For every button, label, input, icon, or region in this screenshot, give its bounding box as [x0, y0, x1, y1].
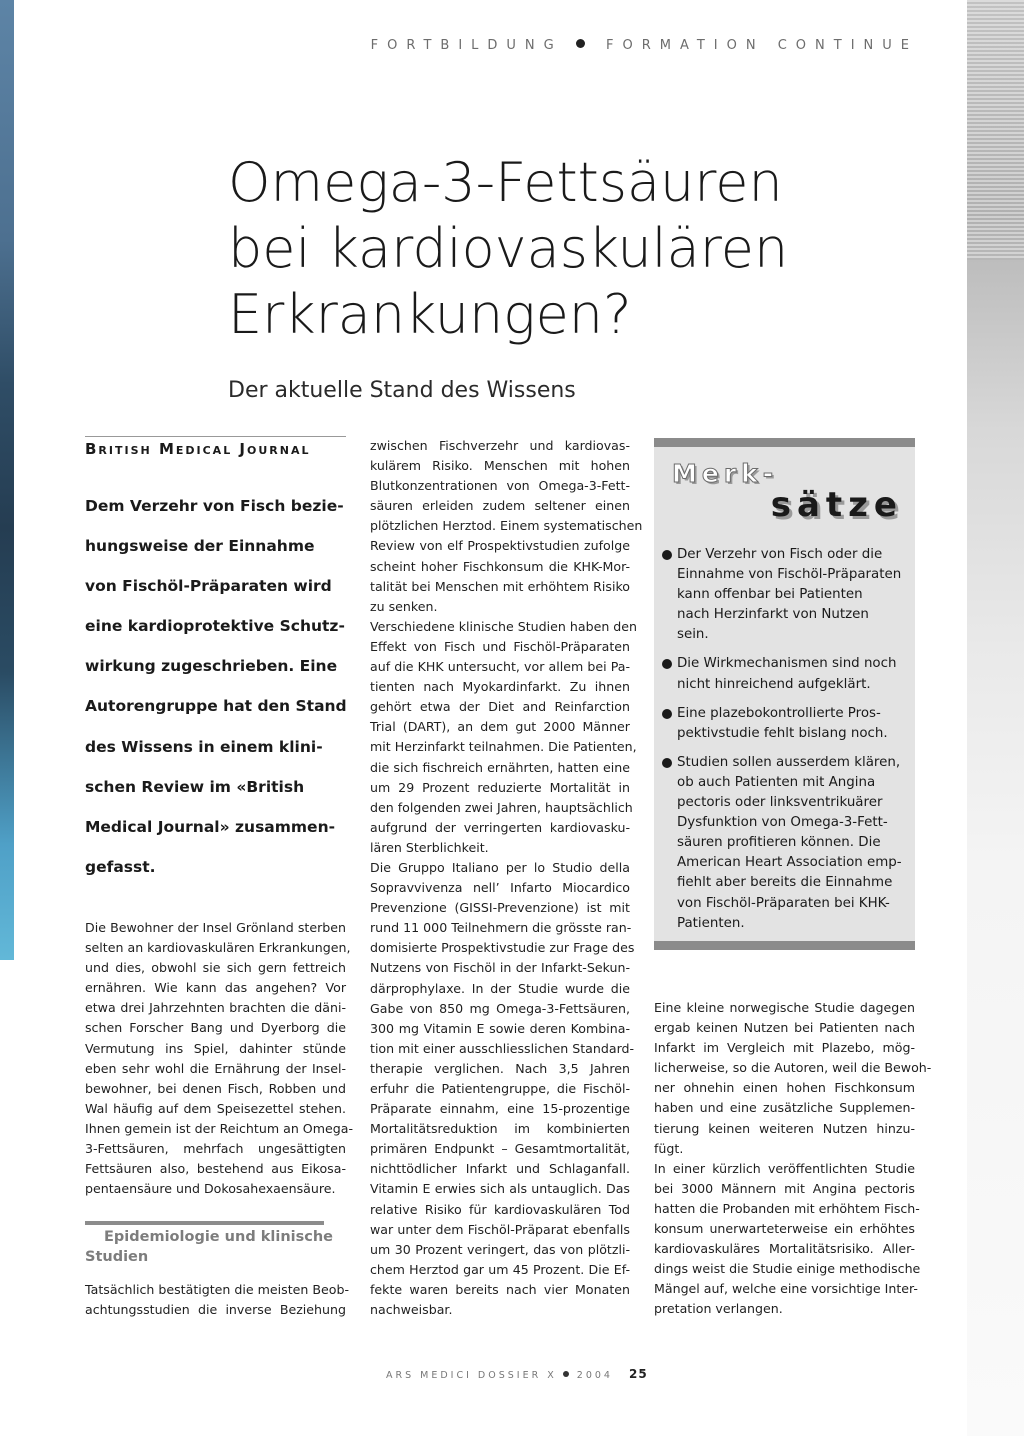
section-heading [85, 1227, 346, 1267]
title-line: bei kardiovaskulären [228, 217, 789, 280]
lead-line: von Fischöl-Präparaten wird [85, 577, 332, 596]
lead-line: Dem Verzehr von Fisch bezie- [85, 497, 344, 515]
text-line: gehört etwa der Diet and Reinfarction [370, 699, 630, 715]
key-point-item [662, 753, 912, 934]
box-title-top: Merk- [672, 459, 779, 488]
key-point-line: Eine plazebokontrollierte Pros- [677, 705, 881, 721]
key-point-line: Dysfunktion von Omega-3-Fett- [677, 815, 888, 831]
key-point-line: nicht hinreichend aufgeklärt. [677, 676, 871, 692]
kicker-left: FORTBILDUNG [370, 38, 563, 53]
source-text: British Medical Journal [85, 440, 311, 458]
key-point-item [662, 704, 912, 744]
key-point-line: säuren profitieren können. Die [677, 835, 881, 851]
text-line: pentaensäure und Dokosahexaensäure. [85, 1181, 336, 1197]
decorative-left-strip [0, 0, 14, 960]
bullet-dot-icon [662, 709, 672, 719]
text-line: tierung keinen weiteren Nutzen hinzu- [654, 1120, 915, 1136]
key-point-item [662, 545, 912, 645]
body-column-3 [654, 998, 932, 1320]
text-line: Mortalitätsreduktion im kombinierten [370, 1121, 630, 1137]
text-line: Infarkt im Vergleich mit Plazebo, mög- [654, 1040, 915, 1056]
text-line: nichttödlicher Infarkt und Schlaganfall. [370, 1161, 630, 1177]
text-line: kardiovaskuläres Mortalitätsrisiko. Aller- [654, 1241, 915, 1257]
section-divider [85, 1221, 324, 1225]
key-point-line: ob auch Patienten mit Angina [677, 774, 876, 790]
text-line: selten an kardiovaskulären Erkrankungen, [85, 940, 351, 956]
text-line: Wal häufig auf dem Speisezettel stehen. [85, 1100, 346, 1116]
key-point-line: kann offenbar bei Patienten [677, 587, 863, 603]
text-line: war unter dem Fischöl-Präparat ebenfalls [370, 1221, 630, 1237]
source-label [85, 440, 311, 458]
text-line: Eine kleine norwegische Studie dagegen [654, 1000, 915, 1015]
text-line: tion mit einer ausschliesslichen Standard- [370, 1040, 635, 1056]
text-line: chem Herztod gar um 45 Prozent. Die Ef- [370, 1261, 630, 1277]
text-line: ergab keinen Nutzen bei Patienten nach [654, 1020, 915, 1036]
section-heading-line: Studien [85, 1249, 149, 1265]
lead-line: schen Review im «British [85, 777, 305, 796]
text-line: schen Forscher Bang und Dyerborg die [85, 1020, 346, 1036]
bullet-dot-icon [662, 550, 672, 560]
text-line: Trial (DART), an dem gut 2000 Männer [370, 719, 630, 735]
key-point-line: pektivstudie fehlt bislang noch. [677, 725, 888, 741]
key-points-list [662, 545, 912, 943]
merksaetze-box [654, 438, 915, 950]
text-line: kulärem Risiko. Menschen mit hohen [370, 458, 630, 474]
text-line: Vitamin E erwies sich als untauglich. Das [370, 1181, 630, 1197]
key-point-line: von Fischöl-Präparaten bei KHK- [677, 895, 890, 911]
text-line: Präparate einnahm, eine 15-prozentige [370, 1101, 630, 1117]
bullet-dot-icon [662, 659, 672, 669]
lead-line: eine kardioprotektive Schutz- [85, 617, 345, 636]
key-point-line: nach Herzinfarkt von Nutzen [677, 607, 869, 623]
key-point-line: pectoris oder linksventrikuärer [677, 795, 883, 811]
text-line: Die Gruppo Italiano per lo Studio della [370, 859, 630, 875]
text-line: konsum unerwarteterweise ein erhöhtes [654, 1221, 915, 1237]
text-line: erfuhr die Patientengruppe, die Fischöl- [370, 1081, 630, 1096]
page-footer [386, 1367, 648, 1381]
text-line: Mängel auf, welche eine vorsichtige Inter- [654, 1281, 918, 1297]
text-line: eben sehr wohl die Ernährung der Insel- [85, 1060, 346, 1076]
title-line: Omega-3-Fettsäuren [228, 151, 783, 214]
key-point-line: Patienten. [677, 915, 745, 931]
lead-line: Medical Journal» zusammen- [85, 817, 336, 836]
text-line: pretation verlangen. [654, 1301, 783, 1317]
text-line: Nutzens von Fischöl in der Infarkt-Sekun- [370, 960, 630, 976]
text-line: auf die KHK untersucht, vor allem bei Pa- [370, 659, 630, 675]
text-line: scheint hoher Fischkonsum die KHK-Mor- [370, 558, 630, 574]
text-line: therapie verglichen. Nach 3,5 Jahren [370, 1060, 630, 1076]
lead-line: hungsweise der Einnahme [85, 537, 315, 556]
lead-paragraph [85, 486, 355, 887]
key-point-line: Der Verzehr von Fisch oder die [677, 547, 883, 562]
text-line: achtungsstudien die inverse Beziehung [85, 1302, 346, 1318]
lead-line: Autorengruppe hat den Stand [85, 697, 347, 716]
section-kicker [371, 38, 918, 53]
bullet-dot-icon [563, 1371, 569, 1377]
kicker-right: FORMATION CONTINUE [606, 38, 918, 53]
article-subtitle: Der aktuelle Stand des Wissens [228, 378, 576, 403]
text-line: Blutkonzentrationen von Omega-3-Fett- [370, 478, 630, 494]
text-line: bei 3000 Männern mit Angina pectoris [654, 1180, 915, 1196]
bullet-dot-icon [662, 758, 672, 768]
text-line: hatten die Probanden mit erhöhtem Fisch- [654, 1200, 920, 1216]
decorative-right-strip [967, 0, 1024, 1436]
text-line: dings weist die Studie einige methodische [654, 1261, 921, 1277]
body-column-1 [85, 918, 353, 1199]
text-line: die sich fischreich ernährten, hatten eine [370, 759, 630, 775]
key-point-line: Die Wirkmechanismen sind noch [677, 656, 897, 672]
text-line: säuren erleiden zudem seltener einen [370, 498, 630, 514]
text-line: Effekt von Fisch und Fischöl-Präparaten [370, 638, 630, 654]
lead-line: des Wissens in einem klini- [85, 737, 323, 756]
text-line: und dies, obwohl sie sich gern fettreich [85, 960, 346, 976]
text-line: 300 mg Vitamin E sowie deren Kombina- [370, 1020, 630, 1036]
text-line: ner ohnehin einen hohen Fischkonsum [654, 1080, 915, 1096]
text-line: Vermutung ins Spiel, dahinter stünde [85, 1040, 346, 1056]
text-line: Prevenzione (GISSI-Prevenzione) ist mit [370, 900, 630, 916]
text-line: Fettsäuren also, bestehend aus Eikosa- [85, 1161, 346, 1177]
text-line: talität bei Menschen mit erhöhtem Risiko [370, 578, 630, 594]
key-point-line: Studien sollen ausserdem klären, [677, 754, 901, 770]
text-line: den folgenden zwei Jahren, hauptsächlich [370, 799, 633, 815]
footer-year: 2004 [576, 1370, 613, 1381]
text-line: Sopravvivenza nell’ Infarto Miocardico [370, 880, 630, 896]
text-line: Die Bewohner der Insel Grönland sterben [85, 920, 346, 935]
text-line: nachweisbar. [370, 1302, 453, 1318]
key-point-item [662, 654, 912, 694]
text-line: plötzlichen Herztod. Einem systematischen [370, 518, 643, 534]
text-line: tienten nach Myokardinfarkt. Zu ihnen [370, 679, 630, 695]
text-line: lären Sterblichkeit. [370, 839, 489, 855]
key-point-line: American Heart Association emp- [677, 855, 902, 871]
text-line: ernähren. Wie kann das angehen? Vor [85, 980, 346, 996]
footer-publication: ARS MEDICI DOSSIER X [386, 1370, 557, 1381]
text-line: primären Endpunkt – Gesamtmortalität, [370, 1141, 630, 1157]
text-line: relative Risiko für kardiovaskulären Tod [370, 1201, 630, 1217]
page-number: 25 [629, 1367, 648, 1381]
text-line: Ihnen gemein ist der Reichtum an Omega- [85, 1120, 353, 1136]
section-heading-line: Epidemiologie und klinische [104, 1229, 334, 1245]
text-line: um 30 Prozent veringert, das von plötzli- [370, 1241, 630, 1257]
text-line: fekte waren bereits nach vier Monaten [370, 1281, 630, 1297]
text-line: Tatsächlich bestätigten die meisten Beob- [85, 1282, 350, 1297]
text-line: zwischen Fischverzehr und kardiovas- [370, 438, 630, 453]
text-line: Review von elf Prospektivstudien zufolge [370, 538, 630, 554]
title-line: Erkrankungen? [228, 283, 632, 346]
text-line: licherweise, so die Autoren, weil die Bewoh- [654, 1060, 932, 1076]
bullet-dot-icon [576, 39, 585, 48]
lead-line: wirkung zugeschrieben. Eine [85, 657, 338, 676]
lead-line: gefasst. [85, 857, 156, 876]
box-title-bottom: sätze [770, 485, 903, 525]
text-line: Verschiedene klinische Studien haben den [370, 618, 638, 634]
key-point-line: sein. [677, 627, 709, 643]
key-point-line: Einnahme von Fischöl-Präparaten [677, 567, 902, 583]
text-line: rund 11 000 Teilnehmern die grösste ran- [370, 920, 632, 936]
text-line: därprophylaxe. In der Studie wurde die [370, 980, 630, 996]
key-point-line: fiehlt aber bereits die Einnahme [677, 875, 893, 891]
text-line: fügt. [654, 1140, 684, 1156]
body-column-2 [370, 436, 643, 1320]
text-line: mit Herzinfarkt teilnahmen. Die Patienten, [370, 739, 637, 755]
text-line: haben und eine zusätzliche Supplemen- [654, 1100, 915, 1116]
body-column-1-continued [85, 1280, 350, 1320]
text-line: domisierte Prospektivstudie zur Frage des [370, 940, 635, 956]
text-line: um 29 Prozent reduzierte Mortalität in [370, 779, 630, 795]
text-line: In einer kürzlich veröffentlichten Studie [654, 1160, 915, 1176]
article-title [228, 150, 928, 348]
text-line: etwa drei Jahrzehnten brachten die däni- [85, 1000, 346, 1016]
source-divider [85, 436, 346, 437]
text-line: aufgrund der verringerten kardiovasku- [370, 819, 630, 835]
text-line: zu senken. [370, 598, 438, 614]
text-line: bewohner, bei denen Fisch, Robben und [85, 1080, 346, 1096]
text-line: 3-Fettsäuren, mehrfach ungesättigten [85, 1141, 346, 1157]
text-line: Gabe von 850 mg Omega-3-Fettsäuren, [370, 1000, 630, 1016]
